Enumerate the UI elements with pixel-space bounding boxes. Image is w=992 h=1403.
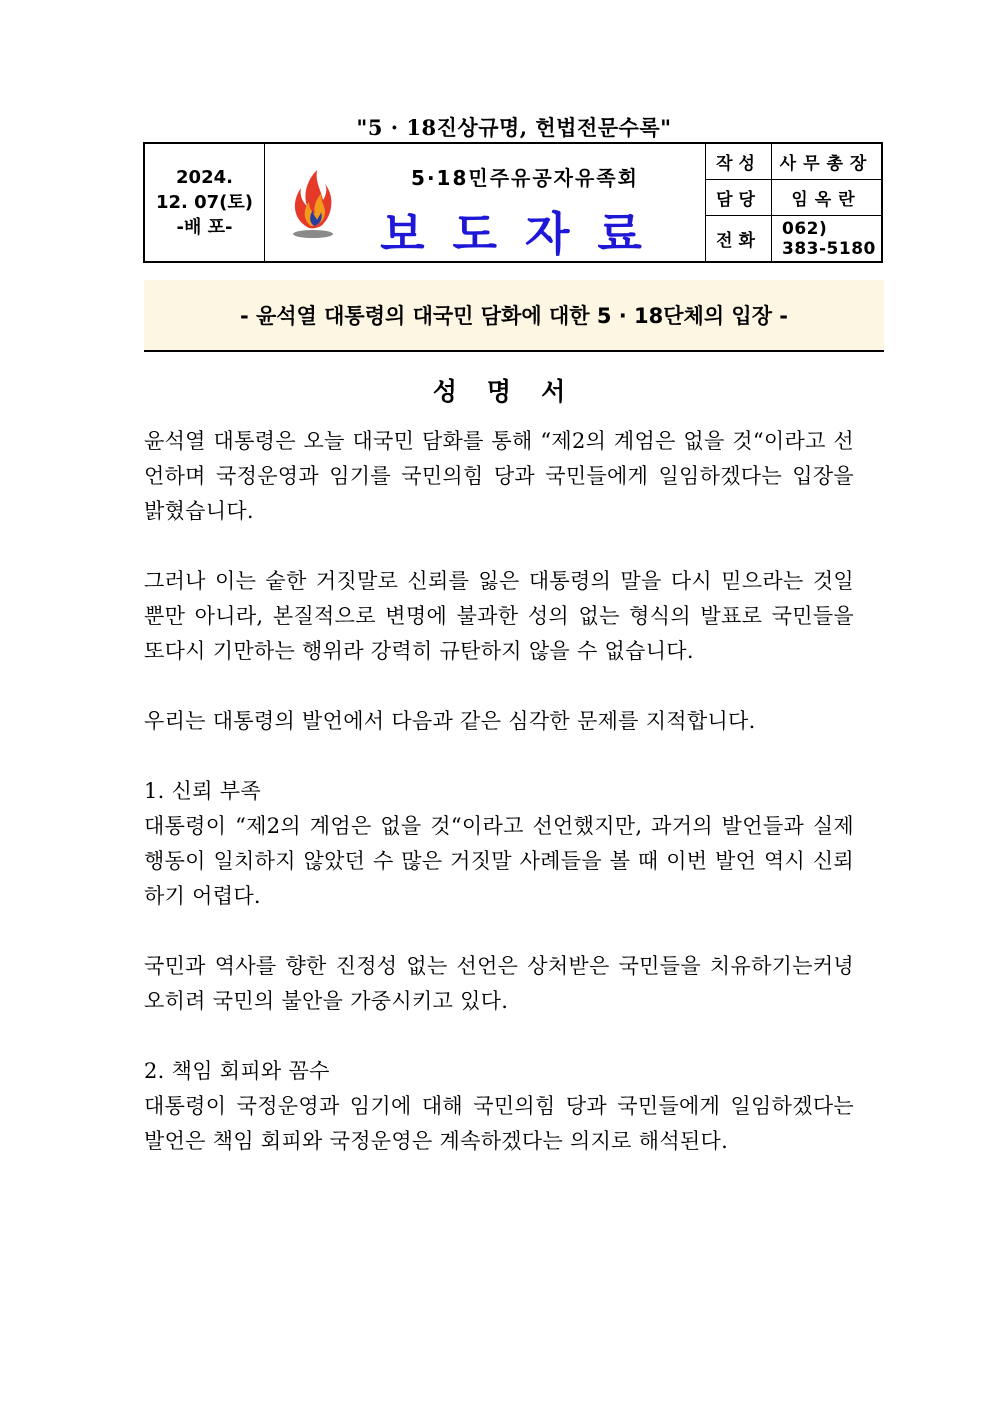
paragraph: 윤석열 대통령은 오늘 대국민 담화를 통해 “제2의 계엄은 없을 것“이라고 선언하며 국정운영과 임기를 국민의힘 당과 국민들에게 일임하겠다는 입장을 밝혔습니다. [144,429,854,523]
org-name: 5·18민주유공자유족회 [411,166,639,190]
slogan: "5 · 18진상규명, 헌법전문수록" [356,115,672,140]
contact-info-grid [706,144,881,261]
title-cell [265,144,706,261]
info-row-contact-person [706,180,881,216]
info-value-contact-person: 임옥란 [791,190,862,210]
info-value-author: 사무총장 [779,154,874,174]
info-label-phone: 전화 [706,216,772,261]
date-day: 12. 07(토) [155,192,254,213]
distribution-label: -배 포- [176,217,233,238]
info-row-author [706,144,881,180]
subject-banner [144,280,884,352]
section-body: 대통령이 “제2의 계엄은 없을 것“이라고 선언했지만, 과거의 발언들과 실제 행동이 일치하지 않았던 수 많은 거짓말 사례들을 볼 때 이번 발언 역시 신뢰하기 어렵다. [144,814,854,908]
info-row-phone [706,216,881,261]
info-label-contact-person: 담당 [706,180,772,215]
statement-body [144,424,854,1194]
info-value-phone: 062) 383-5180 [782,218,876,259]
press-release-title: 보도자료 [380,207,670,261]
info-label-author: 작성 [706,144,772,179]
date-cell [145,144,265,261]
date-year: 2024. [176,167,233,188]
statement-heading: 성명서 [432,377,596,406]
section-body: 대통령이 국정운영과 임기에 대해 국민의힘 당과 국민들에게 일임하겠다는 발언은 책임 회피와 국정운영은 계속하겠다는 의지로 해석된다. [144,1094,854,1153]
section-heading: 2. 책임 회피와 꼼수 [144,1059,330,1083]
section-heading: 1. 신뢰 부족 [144,779,261,803]
section-body: 국민과 역사를 향한 진정성 없는 선언은 상처받은 국민들을 치유하기는커녕 오히려 국민의 불안을 가중시키고 있다. [144,954,854,1013]
paragraph: 그러나 이는 숱한 거짓말로 신뢰를 잃은 대통령의 말을 다시 믿으라는 것일 뿐만 아니라, 본질적으로 변명에 불과한 성의 없는 형식의 발표로 국민들을 또다시 기만하는 행위라 강력히 규탄하지 않을 수 없습니다. [144,569,854,663]
flame-logo-icon [287,166,337,242]
paragraph: 우리는 대통령의 발언에서 다음과 같은 심각한 문제를 지적합니다. [144,709,756,733]
subject-text: - 윤석열 대통령의 대국민 담화에 대한 5 · 18단체의 입장 - [239,304,789,328]
header-table [143,142,883,263]
